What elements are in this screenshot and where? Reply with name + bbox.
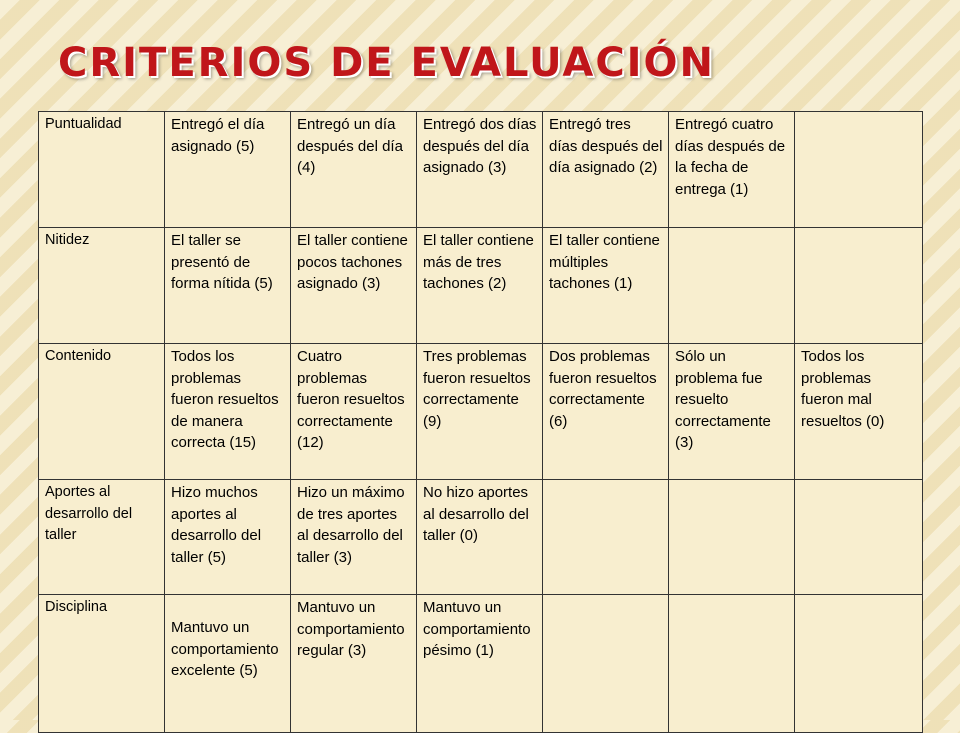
level-cell	[795, 228, 923, 344]
criterion-cell: Puntualidad	[39, 112, 165, 228]
rubric-row-contenido	[39, 344, 923, 480]
rubric-row-puntualidad	[39, 112, 923, 228]
level-cell: El taller contiene más de tres tachones (2)	[417, 228, 543, 344]
level-cell	[669, 595, 795, 733]
level-cell	[795, 112, 923, 228]
level-cell	[543, 595, 669, 733]
level-cell: El taller contiene múltiples tachones (1)	[543, 228, 669, 344]
rubric-table	[38, 111, 923, 733]
rubric-row-nitidez	[39, 228, 923, 344]
slide-title: CRITERIOS DE EVALUACIÓN	[58, 40, 716, 86]
level-cell: Entregó cuatro días después de la fecha de entrega (1)	[669, 112, 795, 228]
level-cell: Mantuvo un comportamiento pésimo (1)	[417, 595, 543, 733]
level-cell	[669, 480, 795, 595]
rubric-row-disciplina	[39, 595, 923, 733]
level-cell	[543, 480, 669, 595]
level-cell: Entregó el día asignado (5)	[165, 112, 291, 228]
level-cell: Todos los problemas fueron mal resueltos (0)	[795, 344, 923, 480]
level-cell	[795, 480, 923, 595]
level-cell: Tres problemas fueron resueltos correctamente (9)	[417, 344, 543, 480]
level-cell: Mantuvo un comportamiento regular (3)	[291, 595, 417, 733]
level-cell: Hizo un máximo de tres aportes al desarrollo del taller (3)	[291, 480, 417, 595]
level-cell: Todos los problemas fueron resueltos de manera correcta (15)	[165, 344, 291, 480]
level-cell: El taller se presentó de forma nítida (5)	[165, 228, 291, 344]
level-cell: Mantuvo un comportamiento excelente (5)	[165, 595, 291, 733]
level-cell: Hizo muchos aportes al desarrollo del taller (5)	[165, 480, 291, 595]
criterion-cell: Contenido	[39, 344, 165, 480]
level-cell: Sólo un problema fue resuelto correctamente (3)	[669, 344, 795, 480]
level-cell: Entregó tres días después del día asignado (2)	[543, 112, 669, 228]
level-cell	[795, 595, 923, 733]
level-cell: Cuatro problemas fueron resueltos correctamente (12)	[291, 344, 417, 480]
criterion-cell: Nitidez	[39, 228, 165, 344]
level-cell: El taller contiene pocos tachones asignado (3)	[291, 228, 417, 344]
criterion-cell: Disciplina	[39, 595, 165, 733]
level-cell: No hizo aportes al desarrollo del taller (0)	[417, 480, 543, 595]
criterion-cell: Aportes al desarrollo del taller	[39, 480, 165, 595]
rubric-row-aportes	[39, 480, 923, 595]
level-cell: Entregó dos días después del día asignado (3)	[417, 112, 543, 228]
level-cell: Dos problemas fueron resueltos correctamente (6)	[543, 344, 669, 480]
level-cell	[669, 228, 795, 344]
level-cell: Entregó un día después del día (4)	[291, 112, 417, 228]
